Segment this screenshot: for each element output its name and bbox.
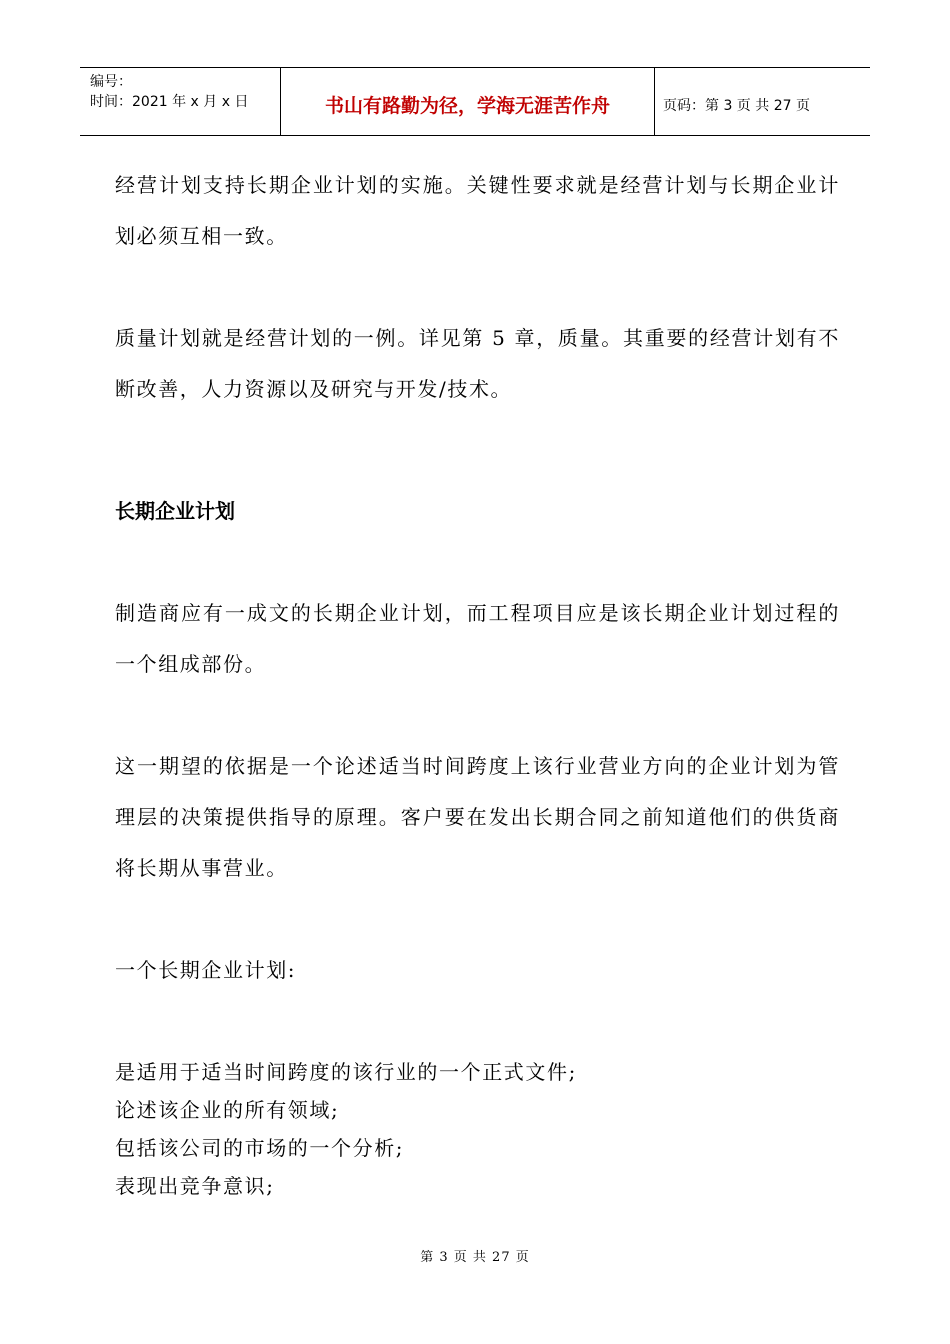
paragraph-4: 这一期望的依据是一个论述适当时间跨度上该行业营业方向的企业计划为管理层的决策提供指导的原理。客户要在发出长期合同之前知道他们的供货商将长期从事营业。 <box>115 754 840 880</box>
page-header <box>80 67 870 136</box>
header-date-label: 时间：2021 年 x 月 x 日 <box>90 94 249 110</box>
list-item: 包括该公司的市场的一个分析; <box>115 1136 405 1160</box>
page-footer: 第 3 页 共 27 页 <box>420 1250 530 1265</box>
list-item: 表现出竞争意识; <box>115 1174 275 1198</box>
paragraph-1: 经营计划支持长期企业计划的实施。关键性要求就是经营计划与长期企业计划必须互相一致。 <box>115 173 840 248</box>
paragraph-2: 质量计划就是经营计划的一例。详见第 5 章，质量。其重要的经营计划有不断改善，人力资源以及研究与开发/技术。 <box>115 326 840 401</box>
document-body <box>115 160 840 1205</box>
paragraph-5: 一个长期企业计划: <box>115 958 297 982</box>
header-page-label: 页码：第 3 页 共 27 页 <box>663 97 810 114</box>
header-slogan: 书山有路勤为径，学海无涯苦作舟 <box>281 68 655 135</box>
header-meta-cell <box>80 68 281 135</box>
paragraph-3: 制造商应有一成文的长期企业计划，而工程项目应是该长期企业计划过程的一个组成部份。 <box>115 601 840 676</box>
header-number-label: 编号： <box>90 74 132 90</box>
plan-list <box>115 1053 840 1205</box>
list-item: 是适用于适当时间跨度的该行业的一个正式文件; <box>115 1060 577 1084</box>
list-item: 论述该企业的所有领域; <box>115 1098 340 1122</box>
section-title: 长期企业计划 <box>115 499 235 523</box>
